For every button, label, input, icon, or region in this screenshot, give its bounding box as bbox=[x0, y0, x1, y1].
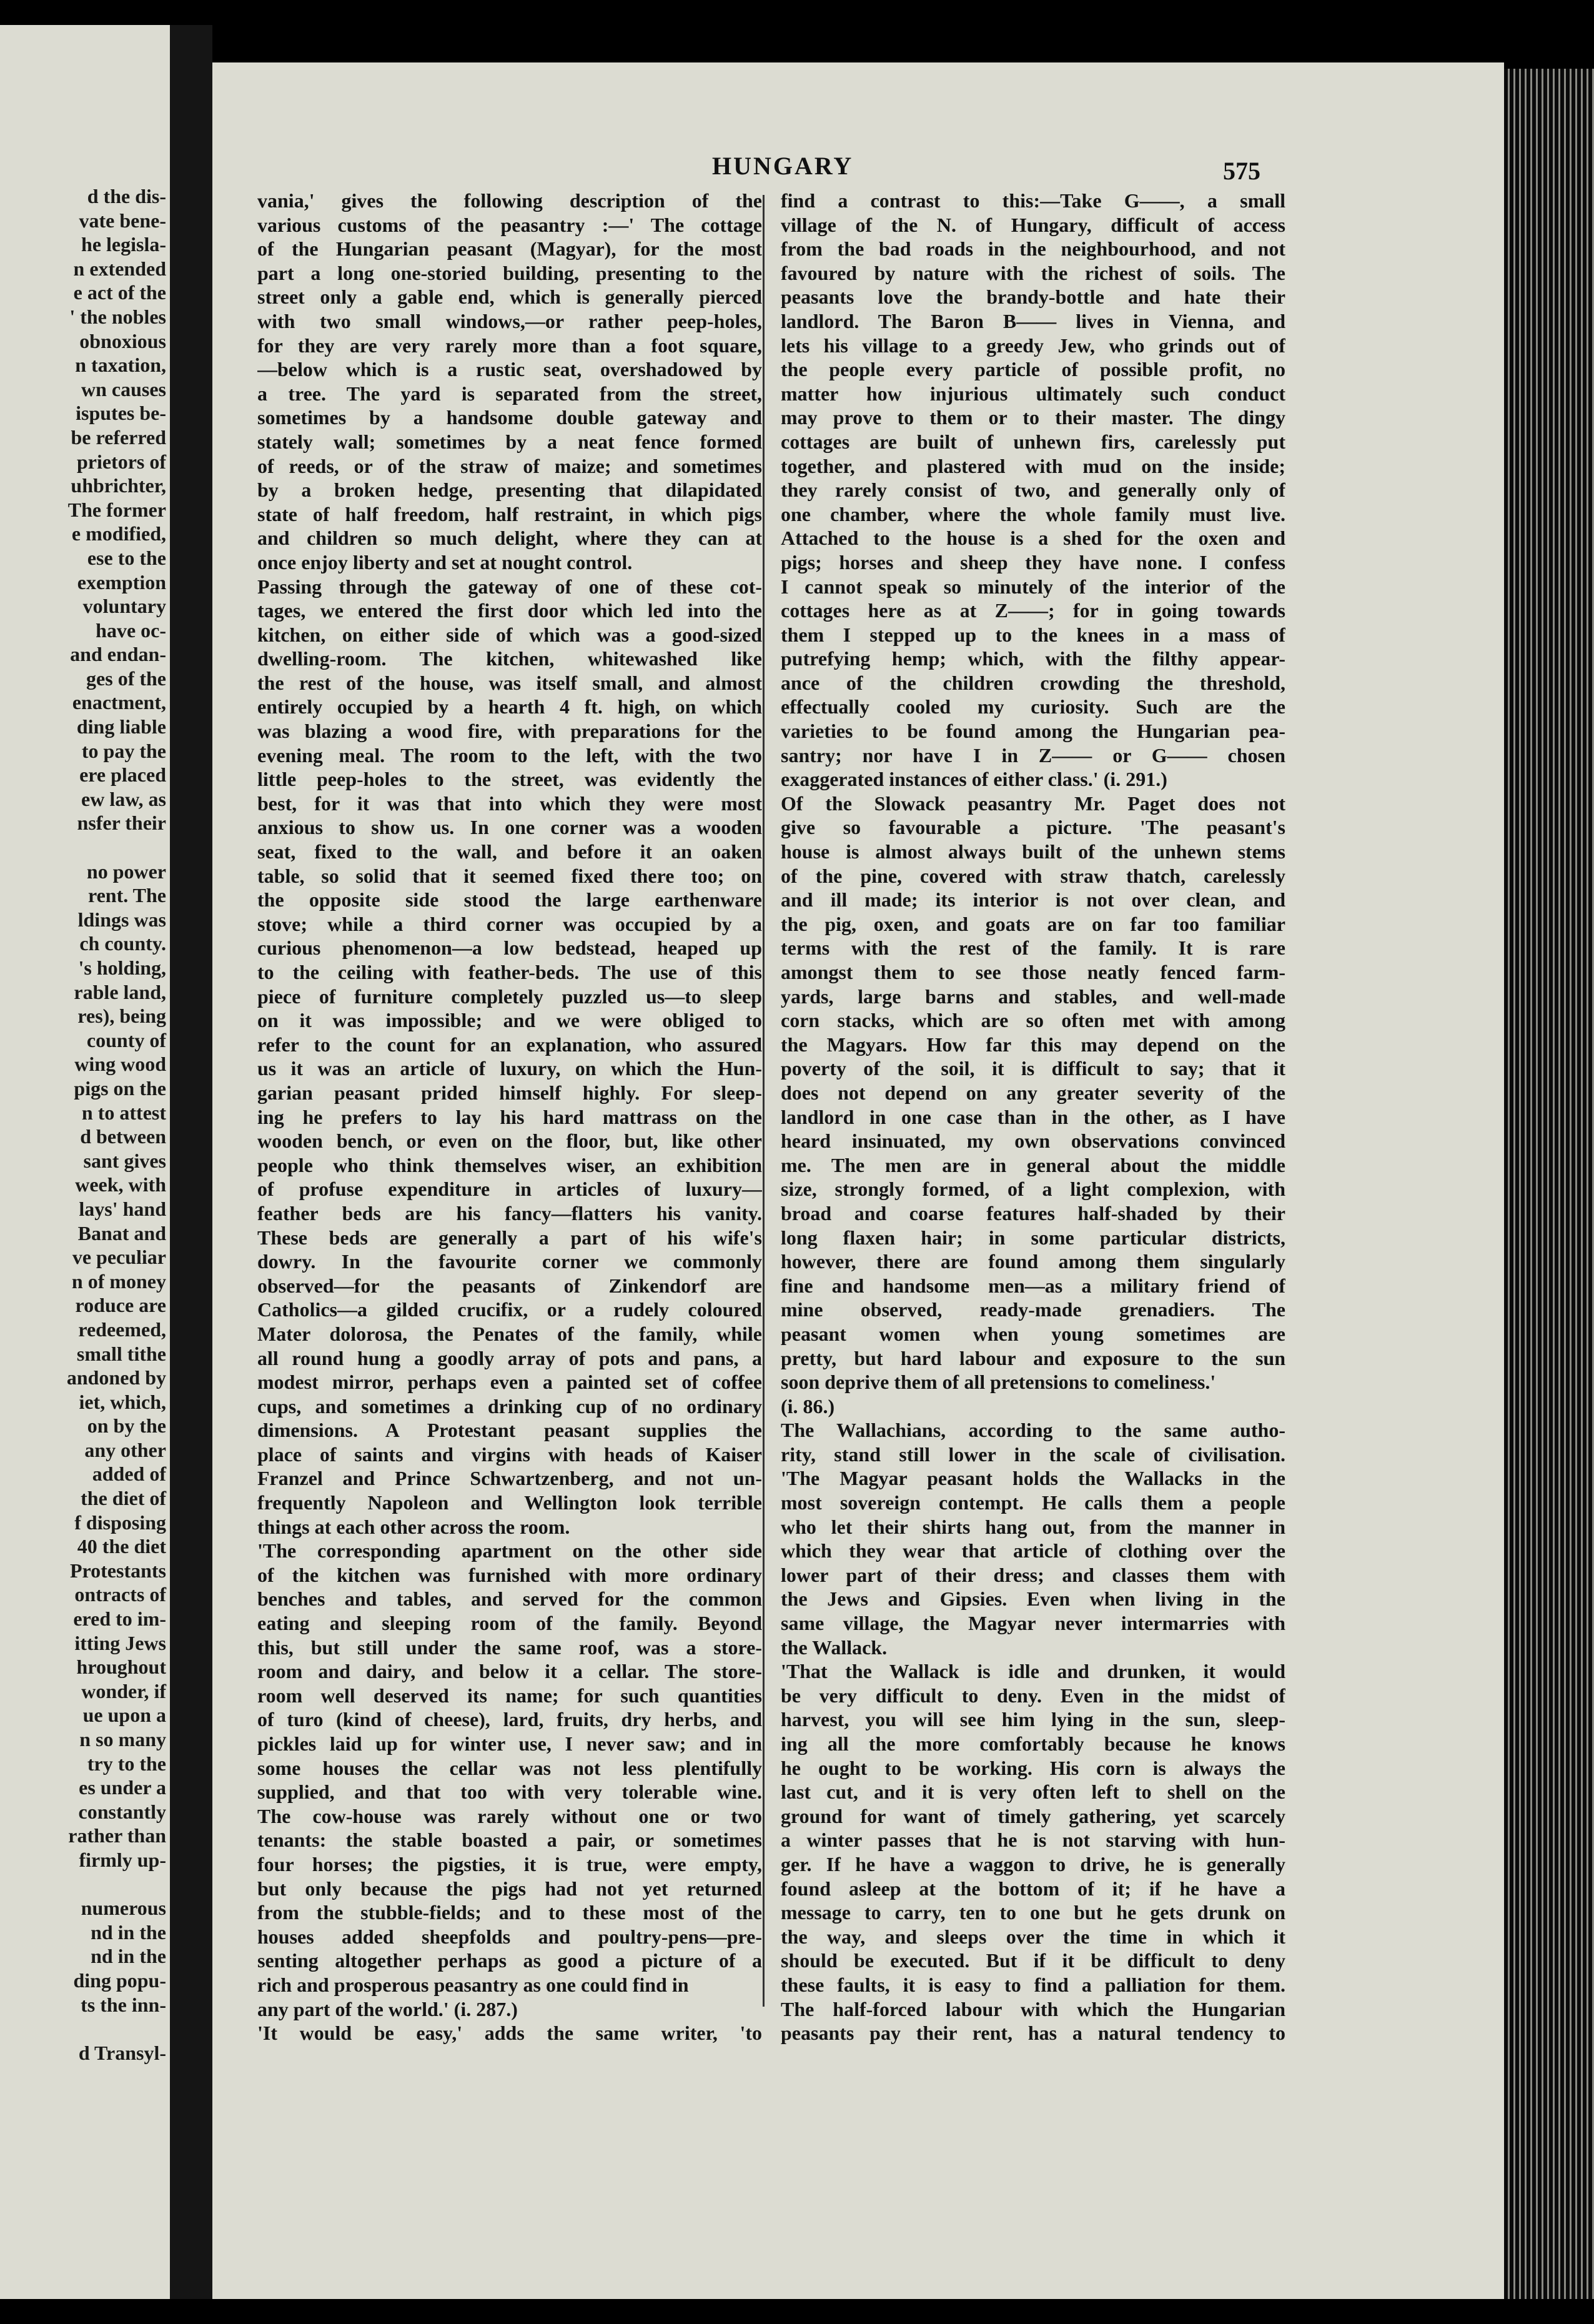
text-line: ch county. bbox=[79, 932, 166, 955]
text-line: he legisla- bbox=[81, 233, 166, 256]
text-line: vate bene- bbox=[79, 209, 166, 232]
text-line: ue upon a bbox=[82, 1704, 166, 1727]
text-line: little peep-holes to the street, was evidently the bbox=[257, 768, 762, 791]
text-line: added of bbox=[92, 1462, 166, 1486]
text-line: found asleep at the bottom of it; if he have a bbox=[781, 1877, 1285, 1900]
text-line: Mater dolorosa, the Penates of the family, while bbox=[257, 1322, 762, 1345]
text-line: refer to the count for an explanation, who assured bbox=[257, 1033, 762, 1056]
text-line: find a contrast to this:—Take G——, a small bbox=[781, 189, 1285, 212]
text-line: curious phenomenon—a low bedstead, heaped up bbox=[257, 936, 762, 960]
text-line: redeemed, bbox=[78, 1318, 166, 1341]
text-line: feather beds are his fancy—flatters his vanity. bbox=[257, 1201, 762, 1224]
text-line: on it was impossible; and we were obliged to bbox=[257, 1009, 762, 1032]
text-line: rable land, bbox=[74, 980, 166, 1003]
text-line: terms with the rest of the family. It is rare bbox=[781, 936, 1285, 960]
text-line: no power bbox=[86, 860, 166, 883]
text-line: of profuse expenditure in articles of luxury— bbox=[257, 1178, 762, 1201]
text-line: tages, we entered the first door which led into the bbox=[257, 599, 762, 622]
text-line: rity, stand still lower in the scale of civilisation. bbox=[781, 1443, 1285, 1466]
text-line: and children so much delight, where they can at bbox=[257, 527, 762, 550]
text-line: Attached to the house is a shed for the oxen and bbox=[781, 527, 1285, 550]
text-line: have oc- bbox=[96, 618, 166, 642]
text-line: d between bbox=[80, 1125, 166, 1148]
text-line: the opposite side stood the large earthenware bbox=[257, 888, 762, 911]
text-line: who let their shirts hang out, from the manner in bbox=[781, 1515, 1285, 1538]
text-line: of the Hungarian peasant (Magyar), for the most bbox=[257, 237, 762, 261]
text-line: garian peasant prided himself highly. For sleep- bbox=[257, 1081, 762, 1104]
text-line: try to the bbox=[87, 1752, 166, 1775]
text-line: heard insinuated, my own observations convinced bbox=[781, 1130, 1285, 1153]
text-line: ing he prefers to lay his hard mattrass on the bbox=[257, 1105, 762, 1128]
text-line: evening meal. The room to the left, with the two bbox=[257, 743, 762, 767]
text-line: vania,' gives the following description of the bbox=[257, 189, 762, 212]
text-line: ding liable bbox=[76, 715, 166, 738]
text-line: some houses the cellar was not less plentifully bbox=[257, 1756, 762, 1779]
text-line: the Wallack. bbox=[781, 1636, 888, 1659]
text-line: eating and sleeping room of the family. Beyond bbox=[257, 1612, 762, 1635]
text-line: firmly up- bbox=[79, 1848, 166, 1871]
text-line: effectually cooled my curiosity. Such are the bbox=[781, 695, 1285, 718]
text-line: with two small windows,—or rather peep-holes, bbox=[257, 309, 762, 332]
text-line: putrefying hemp; which, with the filthy appear- bbox=[781, 647, 1285, 670]
text-line: varieties to be found among the Hungarian pea- bbox=[781, 720, 1285, 743]
text-line: modest mirror, perhaps even a painted set of coffee bbox=[257, 1371, 762, 1394]
text-line: any part of the world.' (i. 287.) bbox=[257, 1997, 518, 2020]
text-line: and ill made; its interior is not over clean, and bbox=[781, 888, 1285, 911]
text-line: village of the N. of Hungary, difficult of access bbox=[781, 213, 1285, 236]
text-line: does not depend on any greater severity of the bbox=[781, 1081, 1285, 1104]
text-line: things at each other across the room. bbox=[257, 1515, 570, 1538]
text-line: once enjoy liberty and set at nought control. bbox=[257, 550, 633, 574]
text-line: ve peculiar bbox=[72, 1246, 166, 1269]
text-line: dowry. In the favourite corner we commonly bbox=[257, 1250, 762, 1273]
text-line: ground for want of timely gathering, yet scarcely bbox=[781, 1804, 1285, 1827]
text-line: stove; while a third corner was occupied by a bbox=[257, 912, 762, 935]
text-line: best, for it was that into which they were most bbox=[257, 792, 762, 815]
text-line: of reeds, or of the straw of maize; and sometimes bbox=[257, 454, 762, 477]
text-line: last cut, and it is very often left to shell on the bbox=[781, 1780, 1285, 1804]
running-head: HUNGARY bbox=[712, 152, 854, 180]
text-line: house is almost always built of the unhewn stems bbox=[781, 840, 1285, 863]
text-line: n extended bbox=[73, 257, 166, 280]
text-line: d the dis- bbox=[87, 185, 166, 207]
text-line: state of half freedom, half restraint, in which pigs bbox=[257, 502, 762, 525]
text-line: cottages are built of unhewn firs, carelessly put bbox=[781, 430, 1285, 453]
text-line: 'That the Wallack is idle and drunken, it would bbox=[781, 1660, 1285, 1683]
text-line: give so favourable a picture. 'The peasant's bbox=[781, 816, 1285, 839]
text-line: Of the Slowack peasantry Mr. Paget does not bbox=[781, 792, 1285, 815]
text-line: numerous bbox=[81, 1897, 166, 1920]
text-line: houses added sheepfolds and poultry-pens—pre- bbox=[257, 1925, 762, 1948]
text-line: 'It would be easy,' adds the same writer, 'to bbox=[257, 2022, 762, 2045]
text-line: itting Jews bbox=[74, 1631, 166, 1654]
text-line: broad and coarse features half-shaded by their bbox=[781, 1201, 1285, 1224]
text-line: which they wear that article of clothing over the bbox=[781, 1539, 1285, 1562]
text-line: exemption bbox=[77, 570, 166, 593]
text-line: Protestants bbox=[69, 1559, 166, 1582]
text-line: nd in the bbox=[91, 1920, 166, 1944]
text-line: obnoxious bbox=[79, 329, 166, 352]
text-line: Passing through the gateway of one of these cot- bbox=[257, 575, 762, 598]
text-line: to the ceiling with feather-beds. The use of this bbox=[257, 961, 762, 983]
text-line: various customs of the peasantry :—' The cottage bbox=[257, 213, 762, 236]
text-line: harvest, you will see him lying in the sun, sleep- bbox=[781, 1708, 1285, 1731]
text-line: landlord. The Baron B—— lives in Vienna, and bbox=[781, 309, 1285, 332]
text-line: this, but still under the same roof, was a store- bbox=[257, 1636, 762, 1659]
text-line: of turo (kind of cheese), lard, fruits, dry herbs, and bbox=[257, 1708, 762, 1731]
text-line: 40 the diet bbox=[77, 1535, 166, 1558]
text-line: poverty of the soil, it is difficult to say; that it bbox=[781, 1057, 1285, 1080]
text-line: pigs on the bbox=[74, 1076, 166, 1100]
text-line: the way, and sleeps over the time in which it bbox=[781, 1925, 1285, 1948]
text-line: seat, fixed to the wall, and before it an oaken bbox=[257, 840, 762, 863]
text-line: cups, and sometimes a drinking cup of no ordinary bbox=[257, 1394, 762, 1418]
text-line: andoned by bbox=[66, 1366, 166, 1389]
text-line: place of saints and virgins with heads of Kaiser bbox=[257, 1443, 762, 1466]
text-line: they rarely consist of two, and generally only of bbox=[781, 479, 1285, 502]
text-column-left bbox=[257, 189, 762, 2045]
text-line: d Transyl- bbox=[78, 2041, 166, 2064]
text-line: senting altogether perhaps as good a picture of a bbox=[257, 1949, 762, 1972]
text-line: ges of the bbox=[86, 667, 166, 690]
text-line bbox=[0, 2017, 169, 2041]
text-line: the Jews and Gipsies. Even when living in the bbox=[781, 1587, 1285, 1611]
page-number: 575 bbox=[1223, 157, 1260, 185]
text-line: the Magyars. How far this may depend on the bbox=[781, 1033, 1285, 1056]
text-line: yards, large barns and stables, and well-made bbox=[781, 985, 1285, 1008]
text-line: long flaxen hair; in some particular districts, bbox=[781, 1226, 1285, 1249]
text-line: was blazing a wood fire, with preparations for the bbox=[257, 720, 762, 743]
book-gutter bbox=[170, 25, 212, 2299]
text-line: pretty, but hard labour and exposure to the sun bbox=[781, 1346, 1285, 1369]
text-line: a tree. The yard is separated from the street, bbox=[257, 382, 762, 405]
text-line: cottages here as at Z——; for in going towards bbox=[781, 599, 1285, 622]
text-line: ldings was bbox=[77, 908, 166, 931]
text-line: lays' hand bbox=[79, 1197, 166, 1220]
text-line: room and dairy, and below it a cellar. The store- bbox=[257, 1660, 762, 1683]
text-line: frequently Napoleon and Wellington look terrible bbox=[257, 1491, 762, 1514]
text-line: ontracts of bbox=[74, 1583, 166, 1606]
text-line: peasant women when young sometimes are bbox=[781, 1322, 1285, 1345]
text-line: sant gives bbox=[83, 1149, 166, 1172]
text-line: The half-forced labour with which the Hungarian bbox=[781, 1997, 1285, 2020]
text-line: n to attest bbox=[81, 1101, 166, 1124]
text-line: size, strongly formed, of a light complexion, with bbox=[781, 1178, 1285, 1201]
text-line: four horses; the pigsties, it is true, were empty, bbox=[257, 1852, 762, 1875]
text-line: prietors of bbox=[76, 450, 166, 473]
text-line: hroughout bbox=[76, 1656, 166, 1679]
text-line: Franzel and Prince Schwartzenberg, and not un- bbox=[257, 1467, 762, 1490]
text-line: nsfer their bbox=[77, 812, 166, 835]
text-line: ger. If he have a waggon to drive, he is generally bbox=[781, 1852, 1285, 1875]
text-line: n of money bbox=[71, 1269, 166, 1293]
text-line bbox=[0, 835, 169, 860]
text-line: nd in the bbox=[91, 1945, 166, 1968]
text-line: 'The Magyar peasant holds the Wallacks in the bbox=[781, 1467, 1285, 1490]
text-line: the rest of the house, was itself small, and almost bbox=[257, 671, 762, 694]
text-line: es under a bbox=[79, 1776, 166, 1799]
text-line: lower part of their dress; and classes them with bbox=[781, 1563, 1285, 1586]
text-line: people who think themselves wiser, an exhibition bbox=[257, 1153, 762, 1176]
text-line: wn causes bbox=[81, 377, 166, 400]
text-line: f disposing bbox=[74, 1511, 166, 1534]
text-line: matter how injurious ultimately such conduct bbox=[781, 382, 1285, 405]
text-line: the people every particle of possible profit, no bbox=[781, 358, 1285, 381]
text-line: ese to the bbox=[87, 546, 166, 569]
text-line: kitchen, on either side of which was a good-sized bbox=[257, 623, 762, 646]
text-line: These beds are generally a part of his wife's bbox=[257, 1226, 762, 1249]
text-line: me. The men are in general about the middle bbox=[781, 1153, 1285, 1176]
text-line: ance of the children crowding the threshold, bbox=[781, 671, 1285, 694]
text-line: isputes be- bbox=[76, 402, 166, 425]
text-line: by a broken hedge, presenting that dilapidated bbox=[257, 479, 762, 502]
text-line: rent. The bbox=[87, 884, 166, 907]
text-line: sometimes by a handsome double gateway and bbox=[257, 406, 762, 429]
text-line: peasants pay their rent, has a natural tendency to bbox=[781, 2022, 1285, 2045]
text-line: wooden bench, or even on the floor, but, like other bbox=[257, 1130, 762, 1153]
text-line: all round hung a goodly array of pots and pans, a bbox=[257, 1346, 762, 1369]
text-line: entirely occupied by a hearth 4 ft. high, on which bbox=[257, 695, 762, 718]
text-line: res), being bbox=[77, 1005, 166, 1028]
text-line: together, and plastered with mud on the inside; bbox=[781, 454, 1285, 477]
text-line: corn stacks, which are so often met with among bbox=[781, 1009, 1285, 1032]
text-line: small tithe bbox=[76, 1342, 166, 1365]
text-line: amongst them to see those neatly fenced farm- bbox=[781, 961, 1285, 983]
text-line: dimensions. A Protestant peasant supplies the bbox=[257, 1419, 762, 1442]
text-line: dwelling-room. The kitchen, whitewashed like bbox=[257, 647, 762, 670]
text-line: same village, the Magyar never intermarries with bbox=[781, 1612, 1285, 1635]
text-line: e act of the bbox=[73, 281, 166, 304]
text-line: favoured by nature with the richest of soils. The bbox=[781, 261, 1285, 284]
text-line: The former bbox=[67, 498, 166, 521]
text-line: n taxation, bbox=[75, 354, 166, 377]
text-line: (i. 86.) bbox=[781, 1394, 835, 1418]
text-line: iet, which, bbox=[79, 1390, 166, 1413]
text-line: exaggerated instances of either class.' (i. 291.) bbox=[781, 768, 1167, 791]
text-line: these faults, it is easy to find a palliation for them. bbox=[781, 1973, 1285, 1996]
text-line: of the pine, covered with straw thatch, carelessly bbox=[781, 864, 1285, 887]
text-line: peasants love the brandy-bottle and hate their bbox=[781, 286, 1285, 309]
text-line: ere placed bbox=[79, 763, 166, 787]
text-line: I cannot speak so minutely of the interior of the bbox=[781, 575, 1285, 598]
text-line: should be executed. But if it be difficult to deny bbox=[781, 1949, 1285, 1972]
text-line: Catholics—a gilded crucifix, or a rudely coloured bbox=[257, 1298, 762, 1321]
text-line: the pig, oxen, and goats are on far too familiar bbox=[781, 912, 1285, 935]
text-line: he ought to be working. His corn is always the bbox=[781, 1756, 1285, 1779]
text-line: one chamber, where the whole family must live. bbox=[781, 502, 1285, 525]
text-line: benches and tables, and served for the common bbox=[257, 1587, 762, 1611]
text-line: pigs; horses and sheep they have none. I confess bbox=[781, 550, 1285, 574]
text-line: but only because the pigs had not yet returned bbox=[257, 1877, 762, 1900]
text-line: the diet of bbox=[81, 1487, 166, 1510]
text-line: constantly bbox=[78, 1800, 166, 1823]
text-line: be very difficult to deny. Even in the midst of bbox=[781, 1684, 1285, 1707]
text-column-right bbox=[781, 189, 1285, 2045]
text-line: message to carry, ten to one but he gets drunk on bbox=[781, 1901, 1285, 1924]
text-line: roduce are bbox=[75, 1294, 166, 1317]
text-line: rather than bbox=[68, 1824, 166, 1847]
text-line: mine observed, ready-made grenadiers. The bbox=[781, 1298, 1285, 1321]
text-line: of the kitchen was furnished with more ordinary bbox=[257, 1563, 762, 1586]
text-line: us it was an article of luxury, on which the Hun- bbox=[257, 1057, 762, 1080]
text-line: ing all the more comfortably because he knows bbox=[781, 1732, 1285, 1755]
text-line: wing wood bbox=[74, 1053, 166, 1076]
text-line: —below which is a rustic seat, overshadowed by bbox=[257, 358, 762, 381]
text-line: tenants: the stable boasted a pair, or sometimes bbox=[257, 1829, 762, 1852]
text-line: however, there are found among them singularly bbox=[781, 1250, 1285, 1273]
text-line: landlord in one case than in the other, as I have bbox=[781, 1105, 1285, 1128]
text-line: on by the bbox=[87, 1414, 166, 1438]
text-line: table, so solid that it seemed fixed there too; on bbox=[257, 864, 762, 887]
text-line: a winter passes that he is not starving with hun- bbox=[781, 1829, 1285, 1852]
column-rule bbox=[763, 195, 765, 2007]
text-line: from the stubble-fields; and to these most of the bbox=[257, 1901, 762, 1924]
text-line: be referred bbox=[71, 425, 166, 449]
text-line: Banat and bbox=[77, 1221, 166, 1244]
text-line: may prove to them or to their master. The dingy bbox=[781, 406, 1285, 429]
text-line: from the bad roads in the neighbourhood, and not bbox=[781, 237, 1285, 261]
text-line: wonder, if bbox=[81, 1679, 166, 1702]
text-line: any other bbox=[84, 1438, 166, 1461]
text-line: rich and prosperous peasantry as one could find in bbox=[257, 1973, 689, 1996]
text-line: n so many bbox=[79, 1728, 166, 1750]
text-line: lets his village to a greedy Jew, who grinds out of bbox=[781, 334, 1285, 357]
text-line: ew law, as bbox=[81, 787, 166, 810]
text-line: piece of furniture completely puzzled us—to sleep bbox=[257, 985, 762, 1008]
facing-page-fragment bbox=[0, 25, 170, 2299]
text-line: ered to im- bbox=[73, 1607, 166, 1631]
text-line: observed—for the peasants of Zinkendorf are bbox=[257, 1274, 762, 1297]
text-line: street only a gable end, which is generally pierced bbox=[257, 286, 762, 309]
text-line: most sovereign contempt. He calls them a people bbox=[781, 1491, 1285, 1514]
text-line: santry; nor have I in Z—— or G—— chosen bbox=[781, 743, 1285, 767]
text-line: and endan- bbox=[70, 643, 166, 666]
text-line: to pay the bbox=[81, 739, 166, 762]
text-line: 's holding, bbox=[78, 956, 166, 979]
text-line: pickles laid up for winter use, I never saw; and in bbox=[257, 1732, 762, 1755]
text-line: stately wall; sometimes by a neat fence formed bbox=[257, 430, 762, 453]
text-line: uhbrichter, bbox=[71, 474, 166, 497]
text-line: ts the inn- bbox=[81, 1993, 166, 2016]
text-line: county of bbox=[86, 1028, 166, 1051]
text-line: room well deserved its name; for such quantities bbox=[257, 1684, 762, 1707]
page-edges bbox=[1504, 69, 1594, 2299]
facing-page-text bbox=[0, 184, 169, 2065]
text-line: week, with bbox=[75, 1173, 166, 1196]
text-line: part a long one-storied building, presenting to the bbox=[257, 261, 762, 284]
text-line: supplied, and that too with very tolerable wine. bbox=[257, 1780, 762, 1804]
text-line: for they are very rarely more than a foot square, bbox=[257, 334, 762, 357]
text-line: ' the nobles bbox=[69, 305, 166, 328]
text-line: e modified, bbox=[71, 522, 166, 545]
text-line: anxious to show us. In one corner was a wooden bbox=[257, 816, 762, 839]
text-line: them I stepped up to the knees in a mass of bbox=[781, 623, 1285, 646]
text-line: The cow-house was rarely without one or two bbox=[257, 1804, 762, 1827]
text-line: 'The corresponding apartment on the other side bbox=[257, 1539, 762, 1562]
text-line: soon deprive them of all pretensions to comeliness.' bbox=[781, 1371, 1216, 1394]
text-line: fine and handsome men—as a military friend of bbox=[781, 1274, 1285, 1297]
text-line: ding popu- bbox=[73, 1969, 166, 1992]
text-line: enactment, bbox=[72, 691, 166, 714]
text-line: voluntary bbox=[82, 595, 166, 618]
text-line bbox=[0, 1872, 169, 1897]
text-line: The Wallachians, according to the same autho- bbox=[781, 1419, 1285, 1442]
